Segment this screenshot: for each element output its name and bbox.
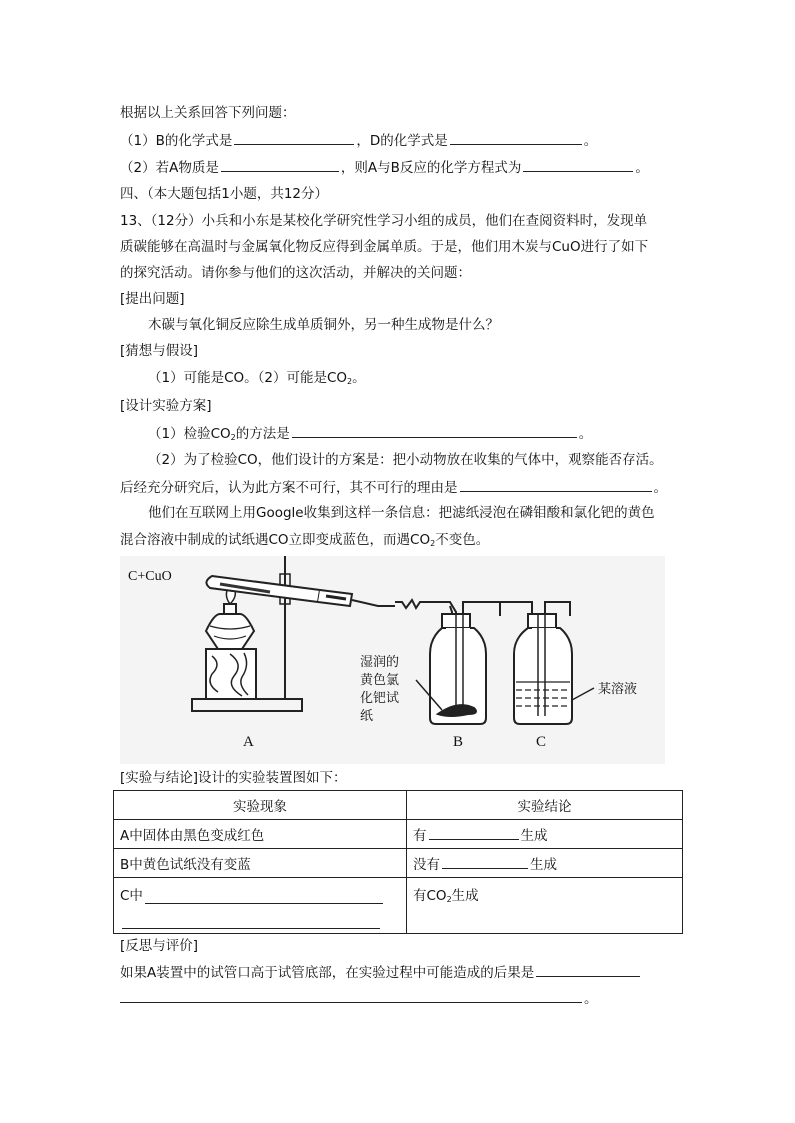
conclusion-header: [实验与结论]设计的实验装置图如下：	[120, 770, 347, 786]
reflection-line-2: 。	[120, 988, 598, 1009]
question-1: （1）B的化学式是 ，D的化学式是 。	[120, 130, 597, 151]
reflection-text: 如果A装置中的试管口高于试管底部，在实验过程中可能造成的后果是	[120, 962, 642, 983]
conclusion-cell: 没有 生成	[407, 849, 683, 878]
design-item-2-line-1: （2）为了检验CO，他们设计的方案是：把小动物放在收集的气体中，观察能否存活。	[148, 452, 663, 468]
results-table	[113, 790, 683, 934]
paper-label-line-2: 黄色氯	[360, 673, 400, 688]
wood-block	[206, 649, 256, 699]
problem-13-line-3: 的探究活动。请你参与他们的这次活动，并解决的关问题：	[120, 265, 471, 281]
answer-blank-row1[interactable]	[429, 825, 519, 840]
bottle-b	[430, 602, 500, 724]
table-header-observation: 实验现象	[114, 791, 407, 820]
table-row	[114, 878, 683, 934]
design-header: [设计实验方案]	[120, 398, 212, 414]
design-item-2-line-2: 后经充分研究后，认为此方案不可行，其不可行的理由是 。	[120, 477, 667, 498]
design-item-1: （1）检验$CO_2$的方法是 。	[148, 423, 592, 448]
observation-cell: B中黄色试纸没有变蓝	[114, 849, 407, 878]
section-four-heading: 四、（本大题包括1小题，共12分）	[120, 186, 329, 202]
label-a: A	[243, 734, 254, 750]
paper-label-line-3: 化钯试	[360, 691, 400, 706]
table-header-row	[114, 791, 683, 820]
answer-blank-consequence-a[interactable]	[536, 962, 640, 977]
hypothesis-header: [猜想与假设]	[120, 343, 199, 359]
conclusion-cell: 有$CO_2$生成	[407, 878, 683, 934]
label-c: C	[536, 734, 547, 750]
answer-blank-row3-b[interactable]	[122, 914, 380, 929]
reactant-label: C+CuO	[128, 569, 172, 584]
question-2: （2）若A物质是 ，则A与B反应的化学方程式为 。	[120, 157, 649, 178]
answer-blank-d-formula[interactable]	[450, 130, 582, 145]
reflection-header: [反思与评价]	[120, 938, 199, 954]
answer-blank-a-substance[interactable]	[221, 157, 339, 172]
raise-problem-header: [提出问题]	[120, 291, 185, 307]
problem-13-line-2: 质碳能够在高温时与金属氧化物反应得到金属单质。于是，他们用木炭与CuO进行了如下	[120, 239, 649, 255]
answer-blank-consequence-b[interactable]	[120, 988, 582, 1003]
table-row	[114, 820, 683, 849]
paper-label-line-1: 湿润的	[360, 655, 400, 670]
answer-blank-b-formula[interactable]	[234, 130, 354, 145]
answer-blank-co2-method[interactable]	[292, 423, 577, 438]
answer-blank-row3-a[interactable]	[145, 889, 383, 904]
label-b: B	[453, 734, 464, 750]
observation-cell: A中固体由黑色变成红色	[114, 820, 407, 849]
info-line-1: 他们在互联网上用Google收集到这样一条信息：把滤纸浸泡在磷钼酸和氯化钯的黄色	[148, 505, 655, 521]
table-header-conclusion: 实验结论	[407, 791, 683, 820]
bottle-c	[514, 602, 594, 724]
raise-problem-text: 木碳与氧化铜反应除生成单质铜外，另一种生成物是什么？	[148, 317, 499, 333]
paper-label-line-4: 纸	[360, 709, 374, 724]
intro-line: 根据以上关系回答下列问题：	[120, 105, 296, 121]
conclusion-cell: 有 生成	[407, 820, 683, 849]
apparatus-diagram	[120, 556, 665, 764]
info-line-2: 混合溶液中制成的试纸遇CO立即变成蓝色，而遇$CO_2$不变色。	[120, 532, 490, 548]
hypothesis-text: （1）可能是CO。（2）可能是$CO_2$。	[148, 370, 366, 386]
answer-blank-reason[interactable]	[460, 477, 652, 492]
solution-label: 某溶液	[598, 682, 638, 697]
table-row	[114, 849, 683, 878]
problem-13-line-1: 13、（12分）小兵和小东是某校化学研究性学习小组的成员，他们在查阅资料时，发现单	[120, 213, 648, 229]
alcohol-lamp	[206, 588, 254, 649]
answer-blank-row2[interactable]	[442, 854, 528, 869]
answer-blank-equation[interactable]	[523, 157, 633, 172]
observation-cell: C中	[114, 878, 407, 934]
